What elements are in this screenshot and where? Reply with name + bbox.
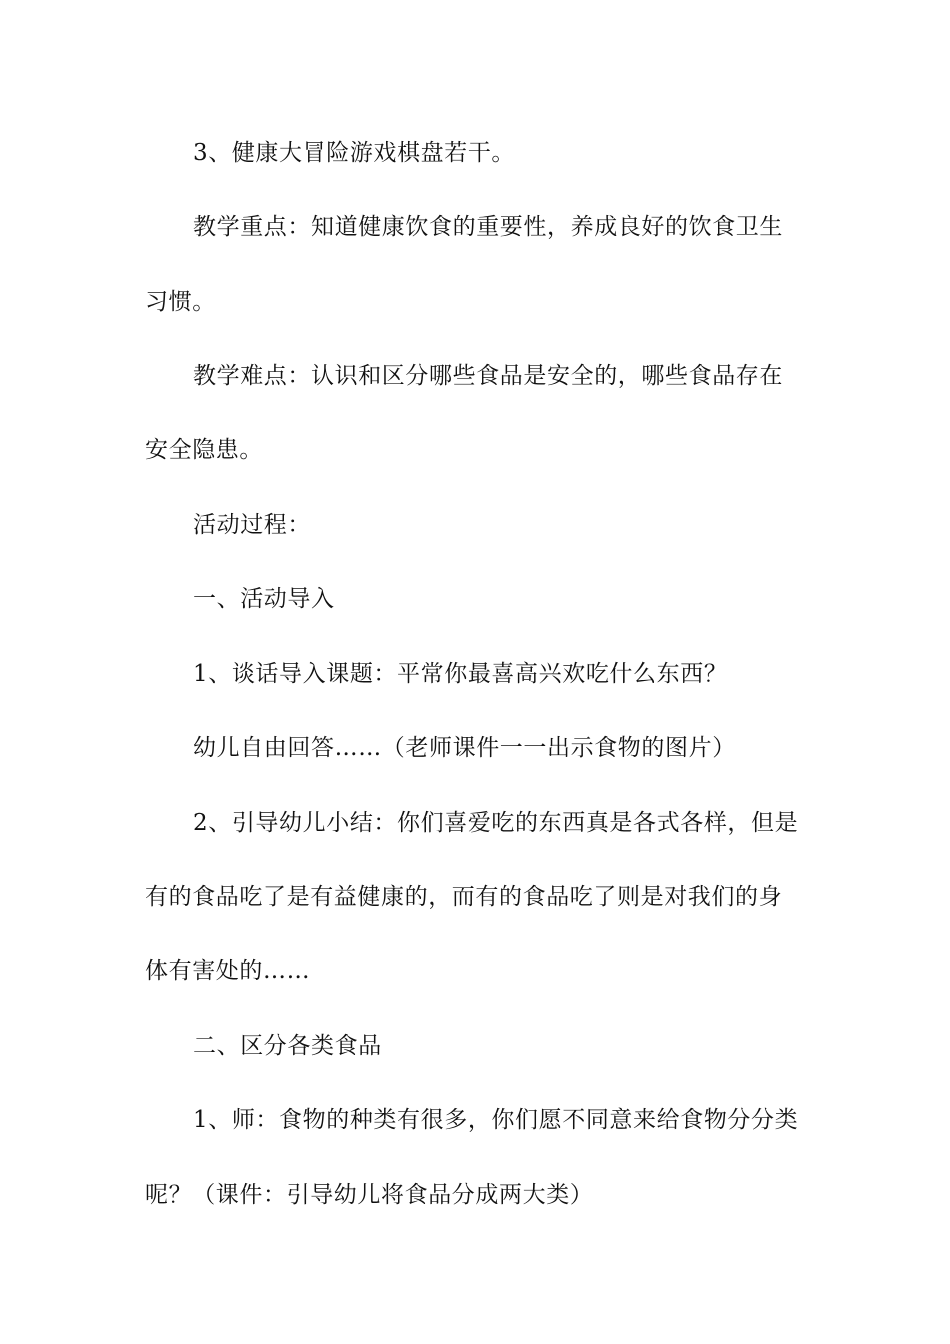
paragraph-teaching-difficulty-cont: 安全隐患。 — [145, 437, 263, 463]
paragraph-step-1-2-cont-b: 体有害处的…… — [145, 958, 311, 984]
paragraph-child-answer: 幼儿自由回答……（老师课件一一出示食物的图片） — [193, 735, 736, 761]
paragraph-teaching-focus-cont: 习惯。 — [145, 289, 216, 315]
paragraph-step-1-2-cont-a: 有的食品吃了是有益健康的，而有的食品吃了则是对我们的身 — [145, 884, 783, 910]
paragraph-step-2-1-cont: 呢？（课件：引导幼儿将食品分成两大类） — [145, 1182, 594, 1208]
heading-section-2: 二、区分各类食品 — [193, 1033, 382, 1059]
paragraph-teaching-focus: 教学重点：知道健康饮食的重要性，养成良好的饮食卫生 — [193, 214, 783, 240]
heading-activity-process: 活动过程： — [193, 512, 311, 538]
paragraph-step-1-2: 2、引导幼儿小结：你们喜爱吃的东西真是各式各样，但是 — [193, 810, 799, 836]
paragraph-step-2-1: 1、师：食物的种类有很多，你们愿不同意来给食物分分类 — [193, 1107, 799, 1133]
paragraph-step-1-1: 1、谈话导入课题：平常你最喜高兴欢吃什么东西？ — [193, 661, 728, 687]
heading-section-1: 一、活动导入 — [193, 586, 335, 612]
paragraph-materials-3: 3、健康大冒险游戏棋盘若干。 — [193, 140, 516, 166]
paragraph-teaching-difficulty: 教学难点：认识和区分哪些食品是安全的，哪些食品存在 — [193, 363, 783, 389]
